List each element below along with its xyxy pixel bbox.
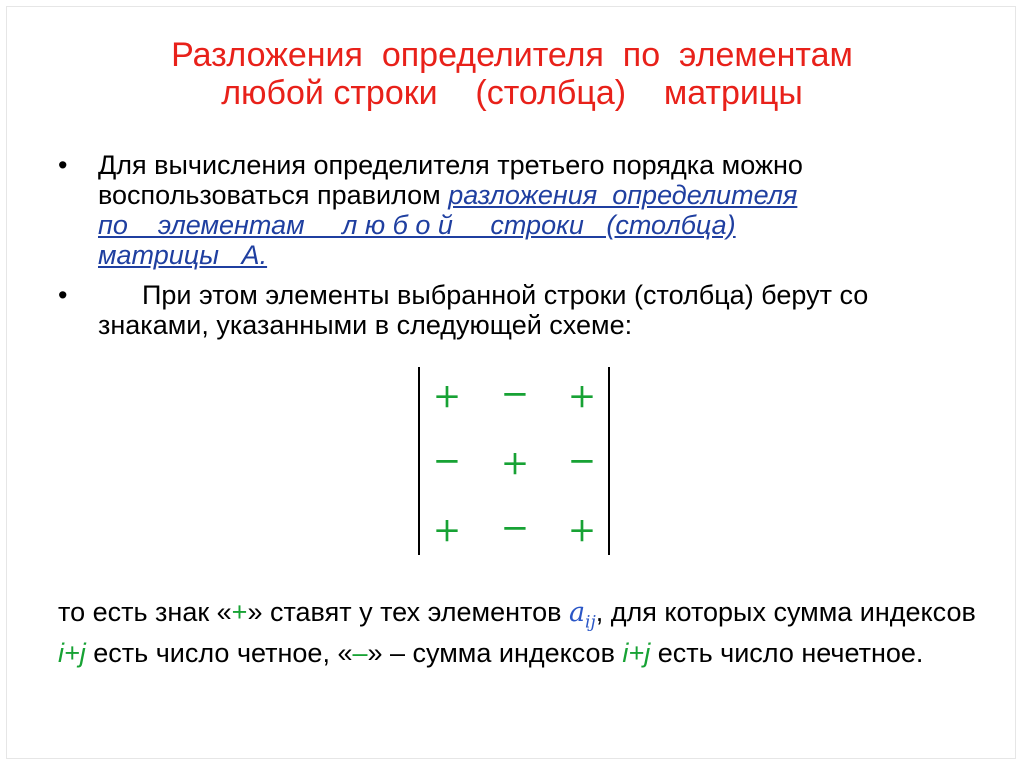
minus-sign: –: [352, 638, 368, 669]
plus-sign: +: [231, 597, 248, 627]
sign-matrix: [418, 367, 610, 555]
sign-cell-3-1: +: [432, 510, 462, 550]
sign-cell-1-2: −: [500, 374, 530, 414]
bullet-item-1: [58, 150, 958, 270]
bullet-1-text: Для вычисления определителя третьего порядка можно воспользоваться правилом: [98, 150, 803, 210]
conclusion-text: » – сумма индексов: [367, 638, 623, 669]
sign-cell-2-1: −: [432, 441, 462, 481]
conclusion-text: » ставят у тех элементов: [247, 597, 569, 627]
conclusion-text: есть число четное, «: [85, 638, 353, 669]
element-index: ij: [585, 612, 596, 633]
sign-cell-2-3: −: [567, 441, 597, 481]
bullet-2-text: При этом элементы выбранной строки (столбца) берут со знаками, указанными в следующей схеме:: [98, 280, 869, 340]
conclusion-text: , для которых сумма индексов: [595, 597, 976, 627]
bullet-marker: •: [58, 280, 68, 310]
slide-title: [0, 36, 1024, 112]
expansion-rule-link-2[interactable]: по элементам л ю б о й строки (столбца): [98, 210, 736, 240]
title-line-1: Разложения определителя по элементам: [171, 36, 853, 74]
bullet-list: [58, 150, 958, 340]
index-sum: i+j: [622, 638, 651, 669]
sign-cell-1-1: +: [432, 376, 462, 416]
conclusion-paragraph: [58, 597, 988, 669]
bullet-marker: •: [58, 150, 68, 180]
title-line-2: любой строки (столбца) матрицы: [221, 74, 803, 112]
index-sum: i+j: [58, 638, 86, 669]
expansion-rule-link-3[interactable]: матрицы А.: [98, 240, 268, 270]
conclusion-text: есть число нечетное.: [650, 638, 924, 669]
bullet-item-2: [58, 280, 958, 340]
sign-cell-3-3: +: [567, 510, 597, 550]
sign-cell-3-2: −: [500, 508, 530, 548]
expansion-rule-link-1[interactable]: разложения определителя: [448, 180, 798, 210]
sign-cell-2-2: +: [500, 443, 530, 483]
element-letter: a: [568, 597, 586, 628]
determinant-bar-right: [608, 367, 610, 555]
conclusion-text: то есть знак «: [58, 597, 232, 627]
sign-cell-1-3: +: [567, 376, 597, 416]
element-symbol: [568, 597, 596, 633]
determinant-bar-left: [418, 367, 420, 555]
